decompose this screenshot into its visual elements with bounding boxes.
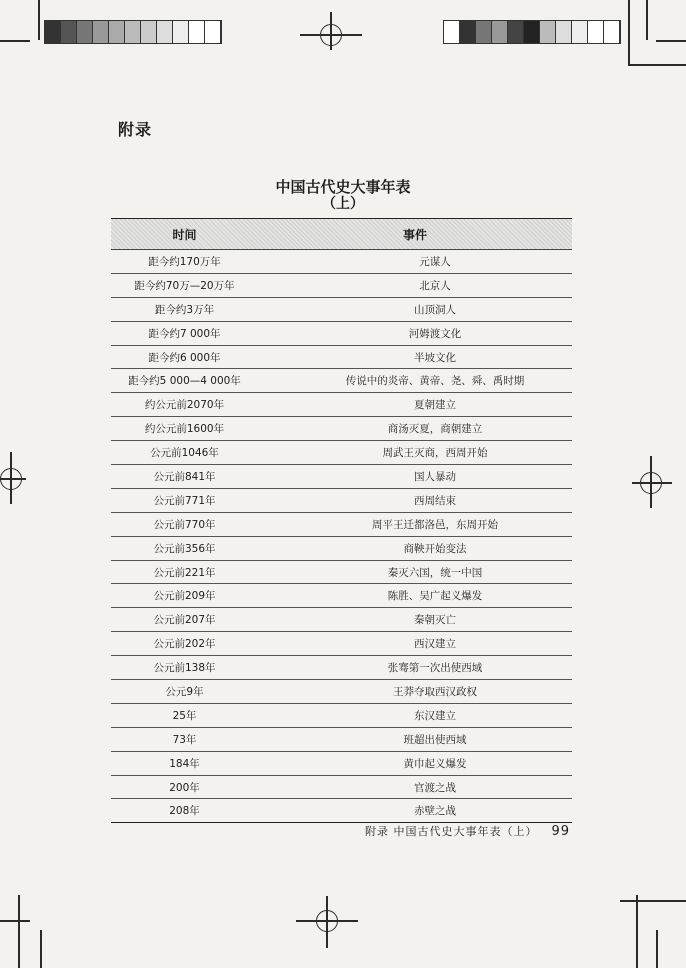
cell-event: 西汉建立	[414, 638, 456, 651]
table-row	[111, 728, 572, 752]
crop-mark	[620, 900, 686, 902]
table-row	[111, 656, 572, 680]
crop-mark	[18, 895, 20, 968]
table-subtitle: （上）	[322, 196, 364, 212]
cell-event: 商鞅开始变法	[403, 542, 467, 555]
cell-time: 距今约170万年	[148, 255, 221, 268]
cell-time: 公元前202年	[153, 638, 216, 651]
cell-event: 秦灭六国，统一中国	[387, 566, 483, 579]
crop-mark	[38, 0, 40, 40]
cell-time: 距今约7 000年	[148, 327, 221, 340]
table-row	[111, 632, 572, 656]
cell-event: 传说中的炎帝、黄帝、尧、舜、禹时期	[345, 375, 525, 388]
color-calibration-strip-right	[443, 20, 621, 44]
crop-mark	[0, 40, 30, 42]
cell-event: 河姆渡文化	[408, 327, 462, 340]
cell-event: 山顶洞人	[414, 303, 456, 316]
table-row	[111, 465, 572, 489]
table-row	[111, 298, 572, 322]
crop-mark	[40, 930, 42, 968]
color-calibration-strip-left	[44, 20, 222, 44]
cell-time: 公元前356年	[153, 542, 216, 555]
cell-event: 商汤灭夏，商朝建立	[387, 423, 483, 436]
cell-time: 约公元前2070年	[144, 399, 225, 412]
cell-time: 公元前771年	[153, 494, 216, 507]
crop-mark	[628, 0, 630, 64]
cell-event: 北京人	[419, 279, 451, 292]
cell-event: 黄巾起义爆发	[403, 757, 467, 770]
cell-time: 公元9年	[165, 685, 204, 698]
cell-event: 国人暴动	[414, 470, 456, 483]
cell-time: 公元前841年	[153, 470, 216, 483]
cell-time: 200年	[169, 781, 200, 794]
cell-time: 距今约5 000—4 000年	[128, 375, 241, 388]
cell-time: 公元前770年	[153, 518, 216, 531]
cell-event: 东汉建立	[414, 709, 456, 722]
page-number: 99	[551, 824, 570, 839]
table-header-row	[111, 219, 572, 250]
cell-time: 公元前1046年	[150, 447, 219, 460]
cell-event: 王莽夺取西汉政权	[393, 685, 477, 698]
crop-mark	[646, 0, 648, 40]
cell-time: 距今约3万年	[154, 303, 215, 316]
cell-time: 约公元前1600年	[144, 423, 225, 436]
table-row	[111, 250, 572, 274]
table-row	[111, 274, 572, 298]
crop-mark	[656, 40, 686, 42]
header-event: 事件	[402, 227, 427, 242]
table-row	[111, 393, 572, 417]
table-row	[111, 417, 572, 441]
cell-time: 25年	[172, 709, 197, 722]
cell-time: 距今约70万—20万年	[134, 279, 235, 292]
table-row	[111, 776, 572, 800]
footer-running-title: 附录 中国古代史大事年表（上）	[364, 825, 538, 838]
cell-time: 73年	[172, 733, 197, 746]
cell-time: 公元前207年	[153, 614, 216, 627]
table-row	[111, 369, 572, 393]
cell-event: 张骞第一次出使西域	[387, 662, 483, 675]
section-label: 附录	[118, 120, 153, 139]
cell-event: 夏朝建立	[414, 399, 456, 412]
crop-mark	[636, 895, 638, 968]
cell-time: 208年	[169, 805, 200, 818]
crop-mark	[656, 930, 658, 968]
table-row	[111, 752, 572, 776]
cell-time: 184年	[169, 757, 200, 770]
table-row	[111, 799, 572, 822]
crop-mark	[628, 64, 686, 66]
cell-event: 陈胜、吴广起义爆发	[387, 590, 483, 603]
table-row	[111, 346, 572, 370]
cell-event: 秦朝灭亡	[414, 614, 456, 627]
cell-time: 公元前221年	[153, 566, 216, 579]
cell-event: 西周结束	[414, 494, 456, 507]
table-row	[111, 322, 572, 346]
cell-event: 周武王灭商，西周开始	[382, 447, 488, 460]
page-footer	[365, 823, 570, 839]
cell-event: 班超出使西域	[403, 733, 467, 746]
table-row	[111, 513, 572, 537]
table-row	[111, 584, 572, 608]
cell-time: 距今约6 000年	[148, 351, 221, 364]
chronology-table	[111, 218, 572, 823]
cell-event: 元谋人	[419, 255, 451, 268]
cell-time: 公元前209年	[153, 590, 216, 603]
table-row	[111, 561, 572, 585]
cell-time: 公元前138年	[153, 662, 216, 675]
table-row	[111, 489, 572, 513]
cell-event: 官渡之战	[414, 781, 456, 794]
crop-mark	[0, 920, 30, 922]
table-row	[111, 608, 572, 632]
cell-event: 周平王迁都洛邑，东周开始	[372, 518, 498, 531]
table-row	[111, 537, 572, 561]
table-row	[111, 441, 572, 465]
table-title: 中国古代史大事年表	[275, 178, 411, 196]
header-time: 时间	[172, 227, 197, 242]
cell-event: 赤壁之战	[414, 805, 456, 818]
table-row	[111, 704, 572, 728]
table-row	[111, 680, 572, 704]
cell-event: 半坡文化	[414, 351, 456, 364]
